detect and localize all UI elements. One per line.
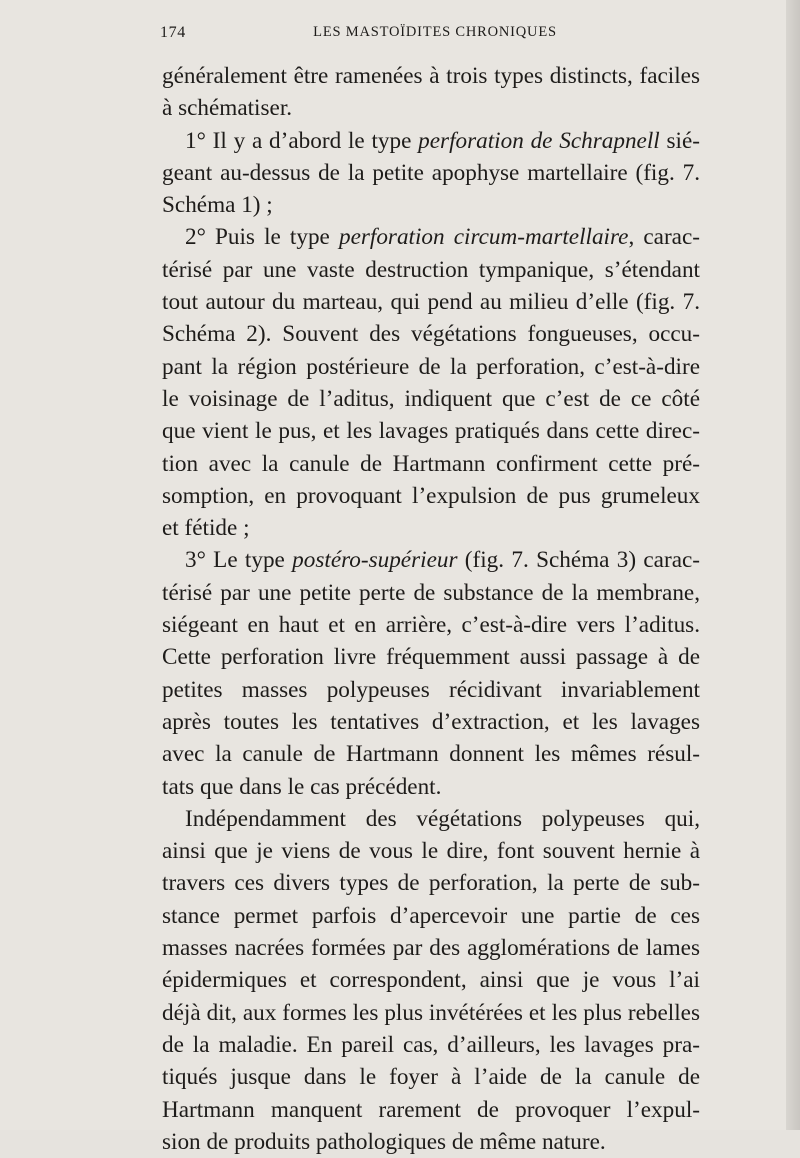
text-run: térisé par une petite perte de substance de la membrane, <box>162 579 700 606</box>
text-run: masses nacrées formées par des agglomérations de lames <box>162 935 700 962</box>
text-line <box>162 351 700 383</box>
text-run: Indépendamment des végétations polypeuses qui, <box>185 805 700 832</box>
text-run: tion avec la canule de Hartmann confirment cette pré- <box>162 450 700 477</box>
text-run: Cette perforation livre fréquemment aussi passage à de <box>162 644 700 671</box>
text-run: geant au-dessus de la petite apophyse martellaire (fig. 7. <box>162 159 700 186</box>
text-run: travers ces divers types de perforation, la perte de sub- <box>162 870 700 897</box>
text-line <box>162 867 700 899</box>
text-line <box>162 738 700 770</box>
text-line <box>162 512 700 544</box>
text-line <box>162 771 700 803</box>
text-line <box>162 221 700 253</box>
running-title: LES MASTOÏDITES CHRONIQUES <box>313 24 557 40</box>
text-run: et fétide ; <box>162 515 250 542</box>
text-line <box>162 1094 700 1126</box>
text-line <box>162 577 700 609</box>
text-run: somption, en provoquant l’expulsion de pus grumeleux <box>162 482 700 509</box>
text-run: après toutes les tentatives d’extraction, et les lavages <box>162 708 700 735</box>
page-edge-shadow <box>786 0 800 1130</box>
text-run: 1° Il y a d’abord le type <box>185 127 419 154</box>
text-run: tiqués jusque dans le foyer à l’aide de la canule de <box>162 1064 700 1091</box>
text-run: de la maladie. En pareil cas, d’ailleurs, les lavages pra- <box>162 1031 700 1058</box>
text-run: Hartmann manquent rarement de provoquer l’expul- <box>162 1096 700 1123</box>
text-run: épidermiques et correspondent, ainsi que je vous l’ai <box>162 967 700 994</box>
text-run: avec la canule de Hartmann donnent les mêmes résul- <box>162 741 700 768</box>
text-run: que vient le pus, et les lavages pratiqués dans cette direc- <box>162 418 700 445</box>
text-run: sié- <box>659 127 700 154</box>
italic-term: perforation de Schrapnell <box>418 127 660 154</box>
text-line <box>162 609 700 641</box>
text-line <box>162 415 700 447</box>
text-line <box>162 1126 700 1158</box>
text-line <box>162 1029 700 1061</box>
text-run: pant la région postérieure de la perforation, c’est-à-dire <box>162 353 700 380</box>
text-line <box>162 835 700 867</box>
text-run: déjà dit, aux formes les plus invétérées et les plus rebelles <box>162 999 700 1026</box>
text-line <box>162 383 700 415</box>
text-line <box>162 803 700 835</box>
text-line <box>162 674 700 706</box>
italic-term: perforation circum-martellaire <box>338 224 629 251</box>
text-run: ainsi que je viens de vous le dire, font souvent hernie à <box>162 838 700 865</box>
text-line <box>162 900 700 932</box>
text-line <box>162 706 700 738</box>
text-line <box>162 997 700 1029</box>
text-line <box>162 1061 700 1093</box>
text-line <box>162 254 700 286</box>
text-run: 2° Puis le type <box>185 224 339 251</box>
text-line <box>162 448 700 480</box>
text-line <box>162 125 700 157</box>
text-run: stance permet parfois d’apercevoir une partie de ces <box>162 902 700 929</box>
text-line <box>162 544 700 576</box>
text-run: siégeant en haut et en arrière, c’est-à-dire vers l’aditus. <box>162 612 700 639</box>
text-run: le voisinage de l’aditus, indiquent que c’est de ce côté <box>162 385 700 412</box>
running-head <box>160 22 700 50</box>
text-line <box>162 318 700 350</box>
text-line <box>162 60 700 92</box>
text-line <box>162 641 700 673</box>
text-line <box>162 480 700 512</box>
text-run: , carac- <box>628 224 700 251</box>
text-line <box>162 932 700 964</box>
text-run: tats que dans le cas précédent. <box>162 773 442 800</box>
text-line <box>162 286 700 318</box>
text-run: sion de produits pathologiques de même nature. <box>162 1128 606 1155</box>
text-line <box>162 964 700 996</box>
text-run: Schéma 2). Souvent des végétations fongueuses, occu- <box>162 321 700 348</box>
text-run: 3° Le type <box>185 547 293 574</box>
body-text <box>162 60 700 1158</box>
text-run: généralement être ramenées à trois types distincts, faciles <box>162 63 700 89</box>
text-run: térisé par une vaste destruction tympanique, s’étendant <box>162 256 700 283</box>
text-run: tout autour du marteau, qui pend au milieu d’elle (fig. 7. <box>162 289 700 316</box>
text-run: à schématiser. <box>162 95 293 122</box>
text-run: (fig. 7. Schéma 3) carac- <box>457 547 701 574</box>
text-line <box>162 157 700 189</box>
text-line <box>162 92 700 124</box>
text-run: petites masses polypeuses récidivant invariablement <box>162 676 700 703</box>
page-number: 174 <box>160 24 186 41</box>
italic-term: postéro-supérieur <box>292 547 458 574</box>
text-run: Schéma 1) ; <box>162 192 273 219</box>
text-line <box>162 189 700 221</box>
